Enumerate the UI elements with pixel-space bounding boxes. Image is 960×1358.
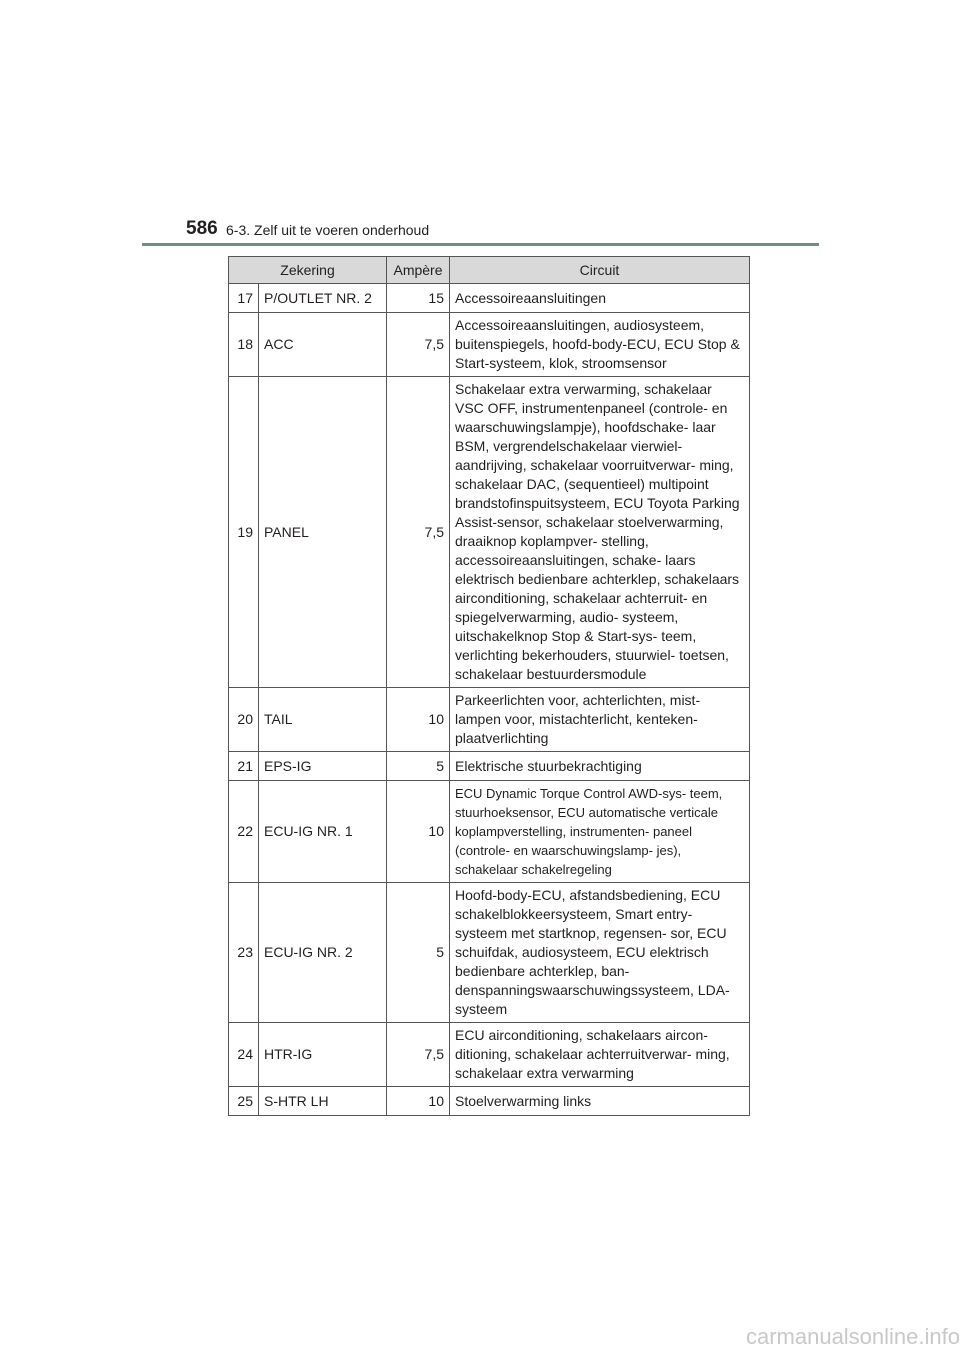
fuse-number: 18 (229, 313, 259, 377)
table-row (229, 313, 750, 377)
table-row (229, 752, 750, 781)
header-circuit: Circuit (450, 257, 750, 284)
section-title: 6-3. Zelf uit te voeren onderhoud (226, 222, 430, 238)
fuse-number: 24 (229, 1023, 259, 1087)
fuse-circuit: ECU airconditioning, schakelaars aircon- ditioning, schakelaar achterruitverwar- ming, schakelaar extra verwarming (450, 1023, 750, 1087)
fuse-circuit: Hoofd-body-ECU, afstandsbediening, ECU schakelblokkeersysteem, Smart entry-systeem met startknop, regensen- sor, ECU schuifdak, audiosysteem, ECU elektrisch bedienbare achterklep, ban- denspanningswaarschuwingssysteem, LDA-systeem (450, 883, 750, 1023)
fuse-ampere: 5 (387, 883, 450, 1023)
header-rule (142, 243, 819, 246)
fuse-circuit: Parkeerlichten voor, achterlichten, mist- lampen voor, mistachterlicht, kenteken- plaatverlichting (450, 688, 750, 752)
fuse-circuit: Accessoireaansluitingen, audiosysteem, buitenspiegels, hoofd-body-ECU, ECU Stop & Start-systeem, klok, stroomsensor (450, 313, 750, 377)
fuse-circuit: Elektrische stuurbekrachtiging (450, 752, 750, 781)
table-row (229, 1023, 750, 1087)
fuse-number: 25 (229, 1087, 259, 1116)
fuse-ampere: 15 (387, 284, 450, 313)
fuse-circuit: Stoelverwarming links (450, 1087, 750, 1116)
fuse-number: 20 (229, 688, 259, 752)
table-row (229, 781, 750, 883)
page-number: 586 (186, 218, 218, 239)
header-ampere: Ampère (387, 257, 450, 284)
table-row (229, 883, 750, 1023)
fuse-name: ACC (259, 313, 387, 377)
table-header-row (229, 257, 750, 284)
fuse-circuit: ECU Dynamic Torque Control AWD-sys- teem, stuurhoeksensor, ECU automatische verticale koplampverstelling, instrumenten- paneel (controle- en waarschuwingslamp- jes), schakelaar schakelregeling (450, 781, 750, 883)
fuse-name: PANEL (259, 377, 387, 688)
table-row (229, 377, 750, 688)
watermark: carmanualsonline.info (745, 1324, 960, 1349)
table-row (229, 284, 750, 313)
header-zekering: Zekering (229, 257, 387, 284)
fuse-number: 23 (229, 883, 259, 1023)
fuse-name: P/OUTLET NR. 2 (259, 284, 387, 313)
fuse-number: 19 (229, 377, 259, 688)
fuse-number: 21 (229, 752, 259, 781)
fuse-ampere: 7,5 (387, 377, 450, 688)
fuse-ampere: 10 (387, 688, 450, 752)
fuse-ampere: 10 (387, 1087, 450, 1116)
table-row (229, 688, 750, 752)
fuse-name: HTR-IG (259, 1023, 387, 1087)
fuse-ampere: 7,5 (387, 1023, 450, 1087)
fuse-ampere: 5 (387, 752, 450, 781)
fuse-circuit: Accessoireaansluitingen (450, 284, 750, 313)
fuse-name: ECU-IG NR. 1 (259, 781, 387, 883)
fuse-circuit: Schakelaar extra verwarming, schakelaar VSC OFF, instrumentenpaneel (controle- en waarschuwingslampje), hoofdschake- laar BSM, vergrendelschakelaar vierwiel- aandrijving, schakelaar voorruitverwar- ming, schakelaar DAC, (sequentieel) multipoint brandstofinspuitsysteem, ECU Toyota Parking Assist-sensor, schakelaar stoelverwarming, draaiknop koplampver- stelling, accessoireaansluitingen, schake- laars elektrisch bedienbare achterklep, schakelaars airconditioning, schakelaar achterruit- en spiegelverwarming, audio- systeem, uitschakelknop Stop & Start-sys- teem, verlichting bekerhouders, stuurwiel- toetsen, schakelaar bestuurdersmodule (450, 377, 750, 688)
fuse-name: S-HTR LH (259, 1087, 387, 1116)
fuse-name: ECU-IG NR. 2 (259, 883, 387, 1023)
fuse-table (228, 256, 750, 1116)
fuse-number: 22 (229, 781, 259, 883)
fuse-number: 17 (229, 284, 259, 313)
fuse-ampere: 7,5 (387, 313, 450, 377)
fuse-name: EPS-IG (259, 752, 387, 781)
fuse-ampere: 10 (387, 781, 450, 883)
table-row (229, 1087, 750, 1116)
fuse-name: TAIL (259, 688, 387, 752)
